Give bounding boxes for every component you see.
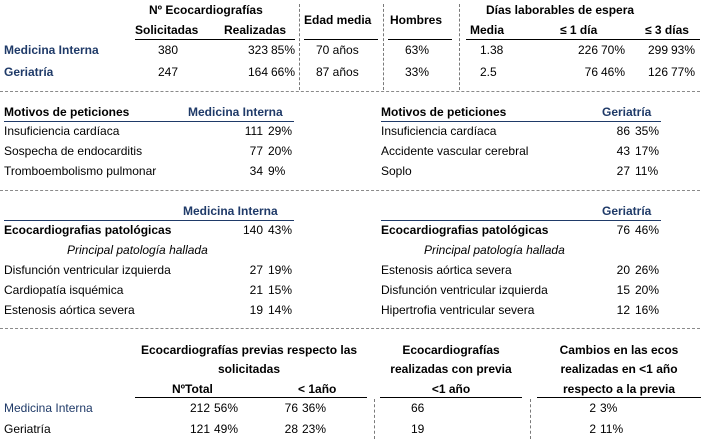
motivo-n: 77 <box>249 144 263 158</box>
cell-total: 121 <box>189 422 210 436</box>
separator <box>383 4 384 90</box>
patologia-label: Estenosis aórtica severa <box>381 263 512 277</box>
patologicas-total-pct: 46% <box>635 223 660 237</box>
cell-con-previa: 19 <box>411 422 425 436</box>
header-previas-line1: Ecocardiografías previas respecto las <box>140 343 358 357</box>
cell-lt1-pct: 23% <box>302 422 327 436</box>
separator <box>299 4 300 90</box>
header-lt1-ano: < 1año <box>298 382 337 396</box>
cell-hombres: 33% <box>405 65 430 79</box>
cell-realizadas: 164 <box>247 65 268 79</box>
patologia-label: Hipertrofia ventricular severa <box>381 303 535 317</box>
cell-le1: 76 <box>584 65 598 79</box>
patologia-n: 20 <box>616 263 630 277</box>
motivos-unit-ger: Geriatría <box>602 105 652 119</box>
section-divider <box>0 190 700 191</box>
header-underline-realizadas <box>380 397 522 398</box>
cell-realizadas-pct: 85% <box>271 43 296 57</box>
cell-le3: 126 <box>647 65 668 79</box>
patologicas-subtitle-mi: Principal patología hallada <box>67 243 208 257</box>
cell-cambios: 2 <box>589 422 596 436</box>
patologicas-title-ger: Ecocardiografias patológicas <box>381 223 549 237</box>
cell-solicitadas: 247 <box>157 65 178 79</box>
motivos-underline-ger <box>381 121 661 122</box>
cell-cambios-pct: 3% <box>600 401 618 415</box>
header-le1-dia: ≤ 1 día <box>560 23 598 37</box>
cell-edad: 70 años <box>316 43 359 57</box>
header-cambios-line1: Cambios en las ecos <box>559 343 679 357</box>
patologicas-total-n: 76 <box>616 223 630 237</box>
header-underline-previas <box>135 397 367 398</box>
cell-hombres: 63% <box>405 43 430 57</box>
motivo-pct: 11% <box>635 164 659 178</box>
patologia-pct: 14% <box>268 303 293 317</box>
header-underline-cambios <box>537 397 701 398</box>
patologicas-total-n: 140 <box>242 223 263 237</box>
patologicas-unit-mi: Medicina Interna <box>183 204 278 218</box>
header-underline-hombres <box>388 39 452 40</box>
motivos-underline-mi <box>4 121 294 122</box>
motivo-label: Tromboembolismo pulmonar <box>4 164 157 178</box>
patologicas-unit-ger: Geriatría <box>602 204 652 218</box>
cell-cambios: 2 <box>589 401 596 415</box>
patologia-label: Disfunción ventricular izquierda <box>381 283 548 297</box>
patologicas-title-mi: Ecocardiografias patológicas <box>4 223 172 237</box>
header-hombres: Hombres <box>390 13 443 27</box>
row-name-geriatria: Geriatría <box>4 422 51 436</box>
motivo-pct: 29% <box>268 124 293 138</box>
header-solicitadas: Solicitadas <box>135 23 199 37</box>
header-underline-dias <box>466 39 700 40</box>
header-previas-line2: solicitadas <box>217 362 281 376</box>
motivo-n: 111 <box>244 124 263 138</box>
cell-solicitadas: 380 <box>157 43 178 57</box>
header-le3-dias: ≤ 3 días <box>645 23 689 37</box>
cell-total-pct: 49% <box>214 422 239 436</box>
patologia-label: Estenosis aórtica severa <box>4 303 135 317</box>
patologia-n: 12 <box>616 303 630 317</box>
cell-le3: 299 <box>647 43 668 57</box>
motivo-pct: 9% <box>268 164 286 178</box>
patologicas-subtitle-ger: Principal patología hallada <box>424 243 565 257</box>
cell-lt1-pct: 36% <box>302 401 327 415</box>
header-dias-laborables: Días laborables de espera <box>486 3 635 17</box>
patologia-n: 27 <box>249 263 263 277</box>
patologia-n: 19 <box>249 303 263 317</box>
cell-le1-pct: 70% <box>601 43 626 57</box>
section-divider <box>0 328 700 329</box>
cell-le1-pct: 46% <box>601 65 626 79</box>
header-underline-edad <box>304 39 378 40</box>
header-realizadas-line1: Ecocardiografías <box>402 343 500 357</box>
cell-total: 212 <box>189 401 210 415</box>
motivo-n: 34 <box>249 164 263 178</box>
separator <box>374 399 375 439</box>
patologicas-underline-ger <box>381 220 661 221</box>
row-name-medicina-interna: Medicina Interna <box>4 43 99 57</box>
cell-edad: 87 años <box>316 65 359 79</box>
cell-le3-pct: 93% <box>671 43 696 57</box>
header-edad-media: Edad media <box>304 13 372 27</box>
patologia-pct: 19% <box>268 263 293 277</box>
header-realizadas-line2: realizadas con previa <box>390 362 512 376</box>
cell-cambios-pct: 11% <box>600 422 624 436</box>
motivo-label: Accidente vascular cerebral <box>381 144 529 158</box>
motivo-pct: 35% <box>635 124 660 138</box>
header-media: Media <box>470 23 505 37</box>
motivos-unit-mi: Medicina Interna <box>188 105 283 119</box>
header-realizadas: Realizadas <box>224 23 287 37</box>
motivo-label: Insuficiencia cardíaca <box>4 124 120 138</box>
header-realizadas-line3: <1 año <box>431 382 471 396</box>
patologicas-total-pct: 43% <box>268 223 293 237</box>
patologia-pct: 26% <box>635 263 660 277</box>
cell-realizadas: 323 <box>247 43 268 57</box>
row-name-medicina-interna: Medicina Interna <box>4 401 93 415</box>
patologia-n: 21 <box>249 283 263 297</box>
separator <box>459 4 460 90</box>
patologia-pct: 16% <box>635 303 660 317</box>
cell-realizadas-pct: 66% <box>271 65 296 79</box>
header-num-ecocardiografias: Nº Ecocardiografías <box>149 3 263 17</box>
motivo-pct: 17% <box>635 144 660 158</box>
cell-con-previa: 66 <box>411 401 425 415</box>
patologia-pct: 20% <box>635 283 660 297</box>
motivo-pct: 20% <box>268 144 293 158</box>
row-name-geriatria: Geriatría <box>4 65 54 79</box>
motivo-n: 27 <box>616 164 630 178</box>
motivo-label: Sospecha de endocarditis <box>4 144 143 158</box>
motivo-n: 86 <box>616 124 630 138</box>
patologia-pct: 15% <box>268 283 293 297</box>
section-divider <box>0 91 700 92</box>
motivo-label: Soplo <box>381 164 412 178</box>
cell-le3-pct: 77% <box>671 65 696 79</box>
motivos-title-mi: Motivos de peticiones <box>4 105 130 119</box>
cell-media: 2.5 <box>480 65 497 79</box>
cell-lt1: 76 <box>284 401 298 415</box>
cell-le1: 226 <box>577 43 598 57</box>
motivo-label: Insuficiencia cardíaca <box>381 124 497 138</box>
motivo-n: 43 <box>616 144 630 158</box>
header-underline-eco <box>135 39 295 40</box>
patologia-label: Disfunción ventricular izquierda <box>4 263 171 277</box>
patologia-label: Cardiopatía isquémica <box>4 283 124 297</box>
cell-media: 1.38 <box>480 43 504 57</box>
separator <box>530 399 531 439</box>
header-nototal: NºTotal <box>172 382 213 396</box>
patologicas-underline-mi <box>4 220 294 221</box>
cell-lt1: 28 <box>284 422 298 436</box>
patologia-n: 15 <box>616 283 630 297</box>
header-cambios-line3: respecto a la previa <box>562 382 676 396</box>
header-cambios-line2: realizadas en <1 año <box>560 362 678 376</box>
cell-total-pct: 56% <box>214 401 239 415</box>
motivos-title-ger: Motivos de peticiones <box>381 105 507 119</box>
